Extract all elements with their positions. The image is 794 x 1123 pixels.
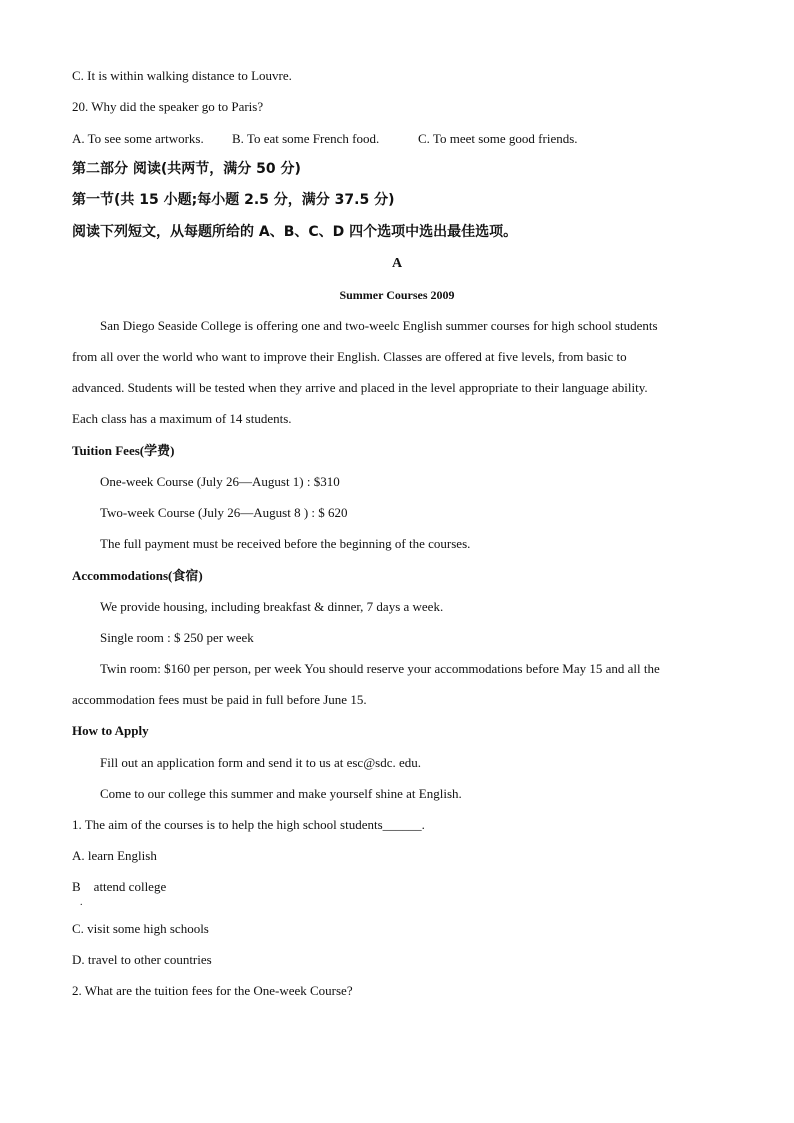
q20-option-b: B. To eat some French food. — [232, 131, 380, 146]
q1-option-b: B attend college — [72, 879, 167, 894]
how-to-apply-heading: How to Apply — [72, 723, 149, 738]
paragraph-1-line-3: advanced. Students will be tested when they arrive and placed in the level appropriate to their language ability. — [72, 380, 648, 395]
paragraph-1-line-4: Each class has a maximum of 14 students. — [72, 411, 292, 426]
q1-option-c: C. visit some high schools — [72, 921, 209, 936]
q20-option-c: C. To meet some good friends. — [418, 131, 578, 146]
tuition-payment-note: The full payment must be received before the beginning of the courses. — [100, 536, 471, 551]
tuition-heading: Tuition Fees(学费) — [72, 443, 175, 458]
q19-option-c: C. It is within walking distance to Louvre. — [72, 68, 292, 83]
accommodations-heading: Accommodations(食宿) — [72, 568, 203, 583]
paragraph-1-line-2: from all over the world who want to improve their English. Classes are offered at five levels, from basic to — [72, 349, 627, 364]
stray-dot: . — [80, 897, 83, 908]
question-20-options — [72, 131, 578, 147]
part-two-heading: 第二部分 阅读(共两节，满分 50 分) — [72, 161, 301, 177]
question-20: 20. Why did the speaker go to Paris? — [72, 99, 264, 114]
apply-come-line: Come to our college this summer and make yourself shine at English. — [100, 786, 462, 801]
paragraph-1-line-1: San Diego Seaside College is offering one and two-weelc English summer courses for high school students — [100, 318, 658, 333]
apply-form-line: Fill out an application form and send it to us at esc@sdc. edu. — [100, 755, 422, 770]
accom-fees-note: accommodation fees must be paid in full before June 15. — [72, 692, 367, 707]
q1-option-d: D. travel to other countries — [72, 952, 212, 967]
q20-option-a: A. To see some artworks. — [72, 131, 204, 146]
accom-single-room: Single room : $ 250 per week — [100, 630, 254, 645]
tuition-one-week: One-week Course (July 26—August 1) : $310 — [100, 474, 340, 489]
accom-housing: We provide housing, including breakfast & dinner, 7 days a week. — [100, 599, 444, 614]
reading-instruction: 阅读下列短文，从每题所给的 A、B、C、D 四个选项中选出最佳选项。 — [72, 224, 518, 240]
tuition-two-week: Two-week Course (July 26—August 8 ) : $ 620 — [100, 505, 348, 520]
q1-option-a: A. learn English — [72, 848, 157, 863]
question-1: 1. The aim of the courses is to help the high school students______. — [72, 817, 425, 832]
passage-title: Summer Courses 2009 — [339, 288, 455, 302]
accom-twin-room: Twin room: $160 per person, per week You should reserve your accommodations before May 15 and all the — [100, 661, 660, 676]
section-one-heading: 第一节(共 15 小题;每小题 2.5 分，满分 37.5 分) — [72, 192, 395, 208]
passage-letter: A — [391, 256, 403, 271]
question-2: 2. What are the tuition fees for the One-week Course? — [72, 983, 353, 998]
